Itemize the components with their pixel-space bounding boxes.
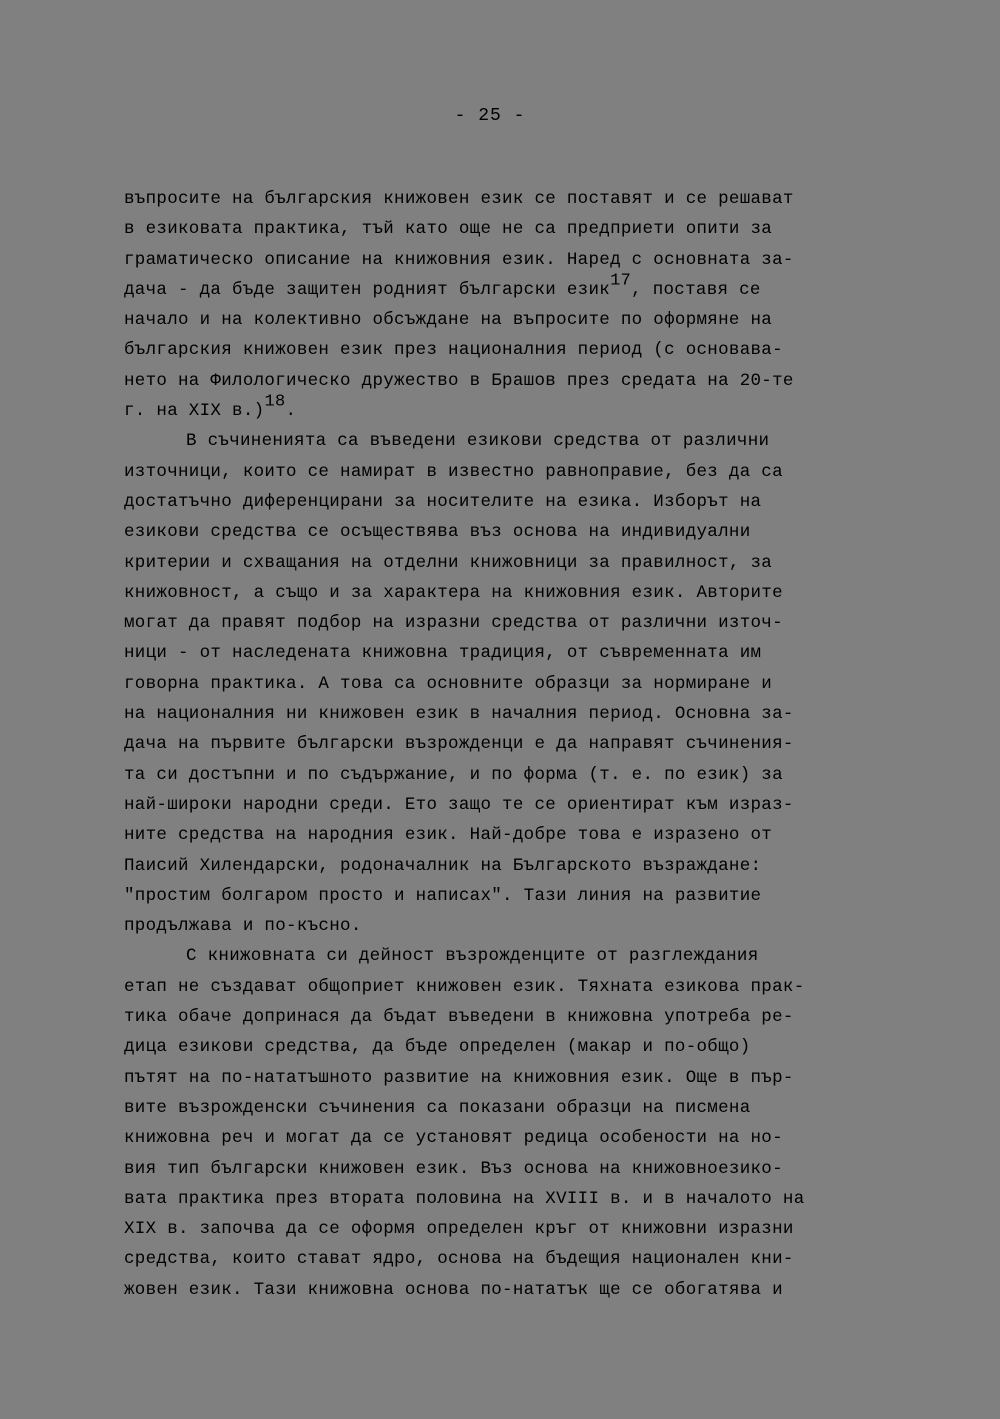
text-line: могат да правят подбор на изразни средства от различни източ- bbox=[124, 613, 783, 634]
text-line: българския книжовен език през националния период (с основава- bbox=[124, 340, 783, 361]
text-line: С книжовната си дейност възрожденците от разглеждания bbox=[186, 946, 759, 967]
text-line: източници, които се намират в известно равноправие, без да са bbox=[124, 461, 783, 482]
text-line: етап не създават общоприет книжовен език. Тяхната езикова прак- bbox=[124, 976, 805, 997]
text-line: В съчиненията са въведени езикови средства от различни bbox=[186, 431, 770, 452]
text-line: ници - от наследената книжовна традиция, от съвременната им bbox=[124, 643, 762, 664]
line-text: дача - да бъде защитен родният български език bbox=[124, 279, 611, 300]
text-line: достатъчно диференцирани за носителите на езика. Изборът на bbox=[124, 491, 762, 512]
text-line: дица езикови средства, да бъде определен (макар и по-общо) bbox=[124, 1037, 751, 1058]
paragraph bbox=[124, 941, 894, 1305]
line-text-tail: , поставя се bbox=[631, 279, 761, 300]
text-line: езикови средства се осъществява въз основа на индивидуални bbox=[124, 522, 751, 543]
footnote-ref: 17 bbox=[610, 271, 632, 291]
text-line: средства, които стават ядро, основа на бъдещия национален кни- bbox=[124, 1249, 794, 1270]
text-line: въпросите на българския книжовен език се поставят и се решават bbox=[124, 189, 794, 209]
line-text-tail: . bbox=[285, 401, 297, 422]
text-line: ните средства на народния език. Най-добре това е изразено от bbox=[124, 825, 773, 846]
text-line: нето на Филологическо дружество в Брашов през средата на 20-те bbox=[124, 370, 794, 391]
text-line bbox=[124, 392, 894, 426]
page-number: - 25 - bbox=[454, 106, 526, 126]
text-line bbox=[124, 271, 894, 305]
text-line: XIX в. започва да се оформя определен кръг от книжовни изразни bbox=[124, 1219, 794, 1240]
text-line: продължава и по-късно. bbox=[124, 916, 362, 937]
text-line: граматическо описание на книжовния език. Наред с основната за- bbox=[124, 249, 794, 270]
text-line: тика обаче допринася да бъдат въведени в книжовна употреба ре- bbox=[124, 1007, 794, 1028]
text-line: говорна практика. А това са основните образци за нормиране и bbox=[124, 673, 773, 694]
text-line: на националния ни книжовен език в началния период. Основна за- bbox=[124, 704, 794, 725]
text-line: жовен език. Тази книжовна основа по-нататък ще се обогатява и bbox=[124, 1279, 783, 1300]
text-line: Паисий Хилендарски, родоначалник на Българското възраждане: bbox=[124, 855, 762, 876]
text-line: вите възрожденски съчинения са показани образци на писмена bbox=[124, 1097, 751, 1118]
text-line: критерии и схващания на отделни книжовници за правилност, за bbox=[124, 552, 773, 573]
text-line: вата практика през втората половина на XVIII в. и в началото на bbox=[124, 1188, 805, 1209]
text-line: "простим болгаром просто и написах". Тази линия на развитие bbox=[124, 885, 762, 906]
paragraph bbox=[124, 184, 894, 426]
text-line: дача на първите български възрожденци е да направят съчинения- bbox=[124, 734, 794, 755]
text-line: най-широки народни среди. Ето защо те се ориентират към израз- bbox=[124, 794, 794, 815]
text-line: начало и на колективно обсъждане на въпросите по оформяне на bbox=[124, 310, 773, 331]
text-line: та си достъпни и по съдържание, и по форма (т. е. по език) за bbox=[124, 764, 783, 785]
text-line: книжовност, а също и за характера на книжовния език. Авторите bbox=[124, 582, 783, 603]
line-text: г. на XIX в.) bbox=[124, 401, 265, 422]
footnote-ref: 18 bbox=[264, 392, 286, 412]
paragraph bbox=[124, 426, 894, 941]
text-line: книжовна реч и могат да се установят редица особености на но- bbox=[124, 1128, 783, 1149]
text-line: вия тип български книжовен език. Въз основа на книжовноезико- bbox=[124, 1158, 783, 1179]
text-line: пътят на по-нататъшното развитие на книжовния език. Още в пър- bbox=[124, 1067, 794, 1088]
body-text bbox=[124, 184, 894, 1305]
text-line: в езиковата практика, тъй като още не са предприети опити за bbox=[124, 219, 773, 240]
